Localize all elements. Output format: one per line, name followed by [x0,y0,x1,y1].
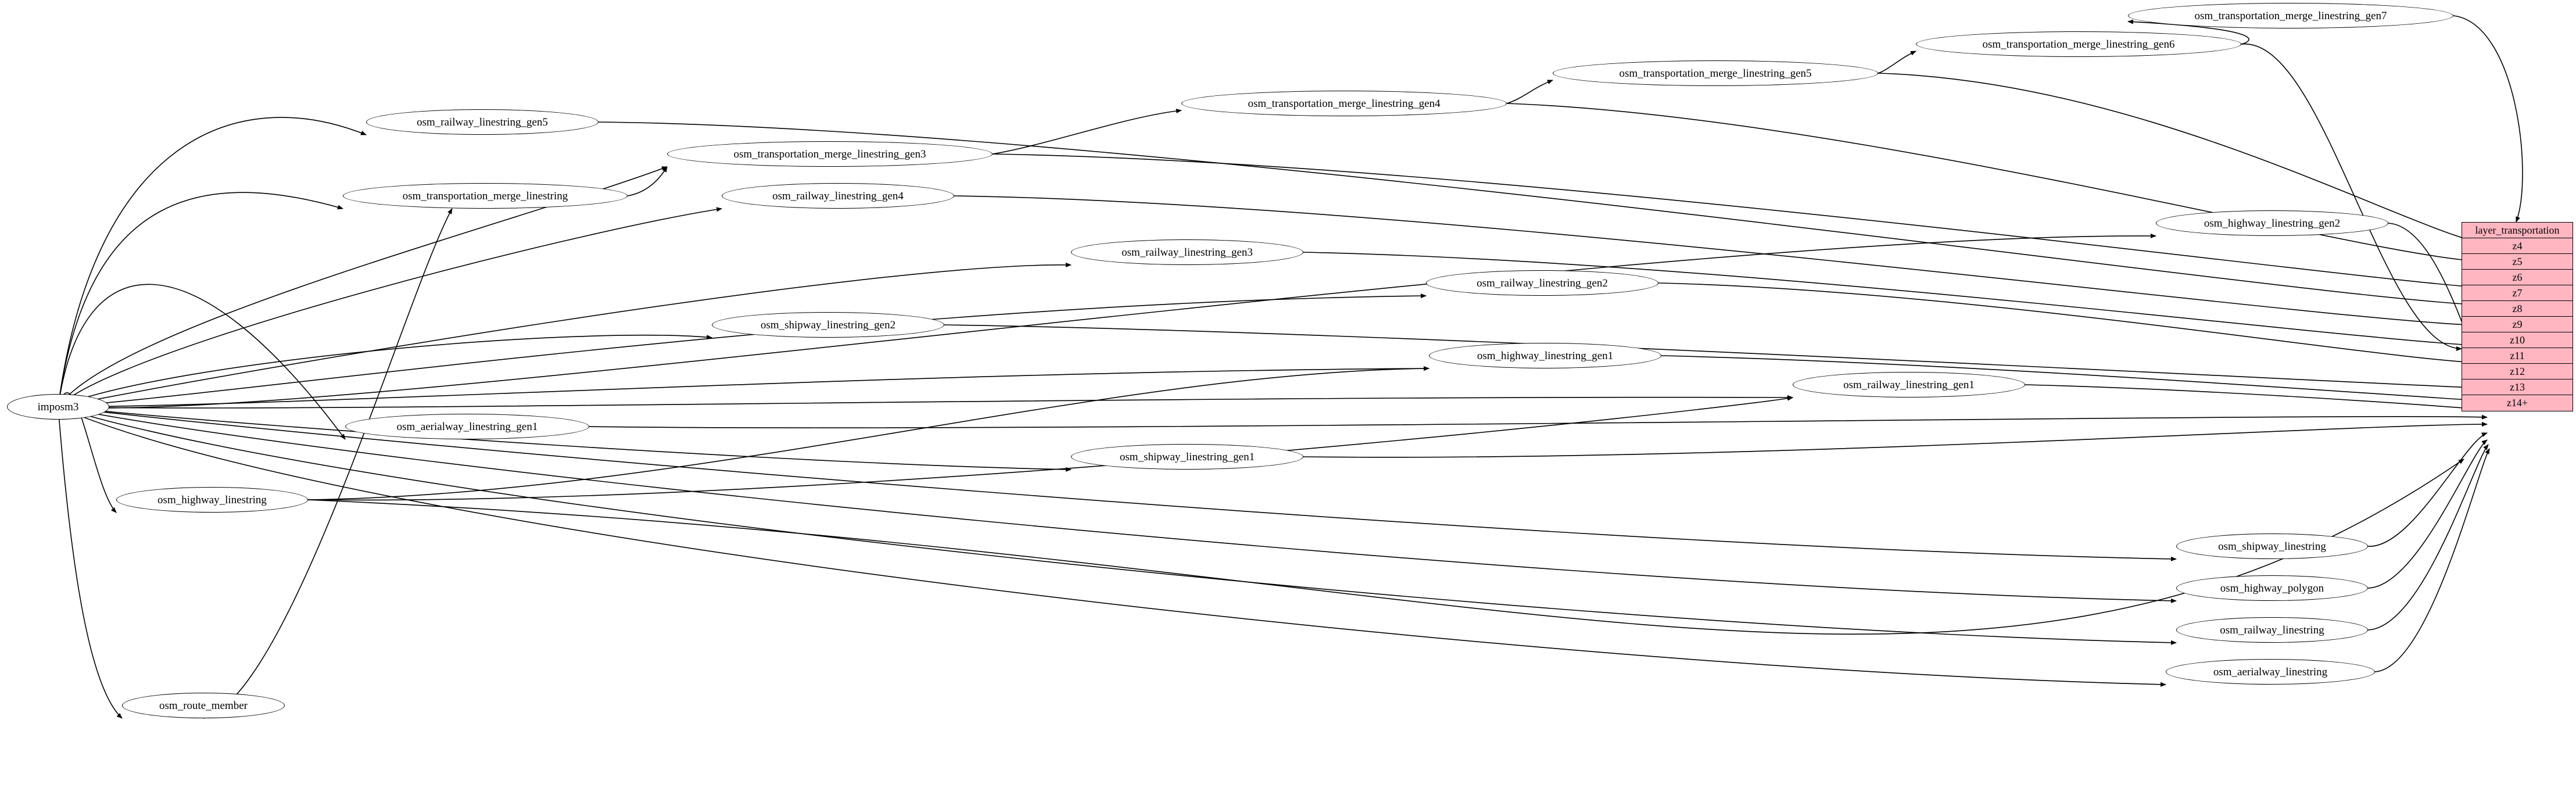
graph-node-label: osm_transportation_merge_linestring_gen4 [1248,97,1441,110]
graph-node-osm-transportation-merge-linestring-gen4[interactable] [1181,91,1507,116]
graph-node-osm-railway-linestring-gen4[interactable] [722,183,954,209]
graph-node-osm-transportation-merge-linestring-gen3[interactable] [667,141,993,167]
graph-node-label: osm_route_member [159,699,248,712]
graph-node-osm-transportation-merge-linestring-gen7[interactable] [2128,3,2453,28]
legend-row-z14plus: z14+ [2506,397,2528,409]
legend-row-z8: z8 [2462,301,2573,317]
legend-row-z10: z10 [2462,332,2573,348]
graph-node-label: imposm3 [37,400,79,413]
graph-node-label: osm_transportation_merge_linestring_gen5 [1619,67,1812,80]
legend-layer-transportation [2462,222,2573,411]
graph-node-osm-shipway-linestring-gen2[interactable] [712,312,944,338]
graph-node-osm-shipway-linestring[interactable] [2176,533,2368,559]
graph-node-label: osm_railway_linestring_gen5 [417,116,548,128]
graph-node-osm-transportation-merge-linestring-gen6[interactable] [1916,31,2241,57]
graph-node-label: osm_highway_linestring_gen1 [1477,349,1614,362]
graph-node-label: osm_railway_linestring_gen3 [1122,246,1253,259]
graph-node-osm-railway-linestring-gen3[interactable] [1071,239,1303,265]
graph-node-label: osm_transportation_merge_linestring [402,189,568,202]
legend-row-z12: z12 [2462,364,2573,379]
graph-node-osm-highway-linestring[interactable] [116,487,308,513]
graph-node-label: osm_transportation_merge_linestring_gen7 [2194,9,2387,22]
graph-node-osm-transportation-merge-linestring[interactable] [343,183,628,209]
graph-node-osm-highway-polygon[interactable] [2176,575,2368,601]
graph-node-label: osm_transportation_merge_linestring_gen6 [1982,38,2175,51]
graph-node-osm-route-member[interactable] [122,693,285,718]
graph-node-label: osm_railway_linestring_gen1 [1843,378,1975,391]
legend-row-z11: z11 [2462,348,2573,364]
graph-node-label: osm_railway_linestring_gen2 [1477,277,1608,289]
legend-row-z6: z6 [2462,270,2573,285]
legend-row-z5: z5 [2462,254,2573,270]
legend-row-z4: z4 [2462,238,2573,254]
graph-node-label: osm_highway_polygon [2220,582,2324,595]
graph-node-osm-aerialway-linestring[interactable] [2166,659,2375,685]
graph-node-label: osm_shipway_linestring_gen1 [1119,450,1255,463]
graph-node-label: osm_shipway_linestring_gen2 [760,318,896,331]
graph-node-label: osm_aerialway_linestring [2213,665,2328,678]
graph-node-label: osm_shipway_linestring [2218,540,2326,553]
graph-node-osm-aerialway-linestring-gen1[interactable] [345,414,589,439]
legend-row-z13: z13 [2462,379,2573,395]
graph-node-osm-railway-linestring-gen1[interactable] [1793,372,2025,398]
graph-node-imposm3[interactable] [7,394,109,420]
graph-node-osm-railway-linestring[interactable] [2176,617,2368,643]
legend-row-z7: z7 [2462,285,2573,301]
graph-node-label: osm_highway_linestring [157,493,267,506]
graph-node-label: osm_transportation_merge_linestring_gen3 [733,148,926,160]
legend-title: layer_transportation [2462,223,2573,238]
graph-node-label: osm_railway_linestring_gen4 [772,189,904,202]
legend-row-z9: z9 [2462,317,2573,332]
graph-node-osm-highway-linestring-gen2[interactable] [2156,210,2388,236]
graph-node-osm-shipway-linestring-gen1[interactable] [1071,444,1303,470]
graph-node-osm-railway-linestring-gen2[interactable] [1426,270,1658,296]
graph-node-label: osm_railway_linestring [2220,624,2324,636]
graph-node-osm-railway-linestring-gen5[interactable] [366,109,599,135]
graph-node-osm-transportation-merge-linestring-gen5[interactable] [1553,60,1878,86]
graph-node-osm-highway-linestring-gen1[interactable] [1429,343,1661,368]
graph-node-label: osm_aerialway_linestring_gen1 [396,420,538,433]
graph-node-label: osm_highway_linestring_gen2 [2204,217,2341,230]
